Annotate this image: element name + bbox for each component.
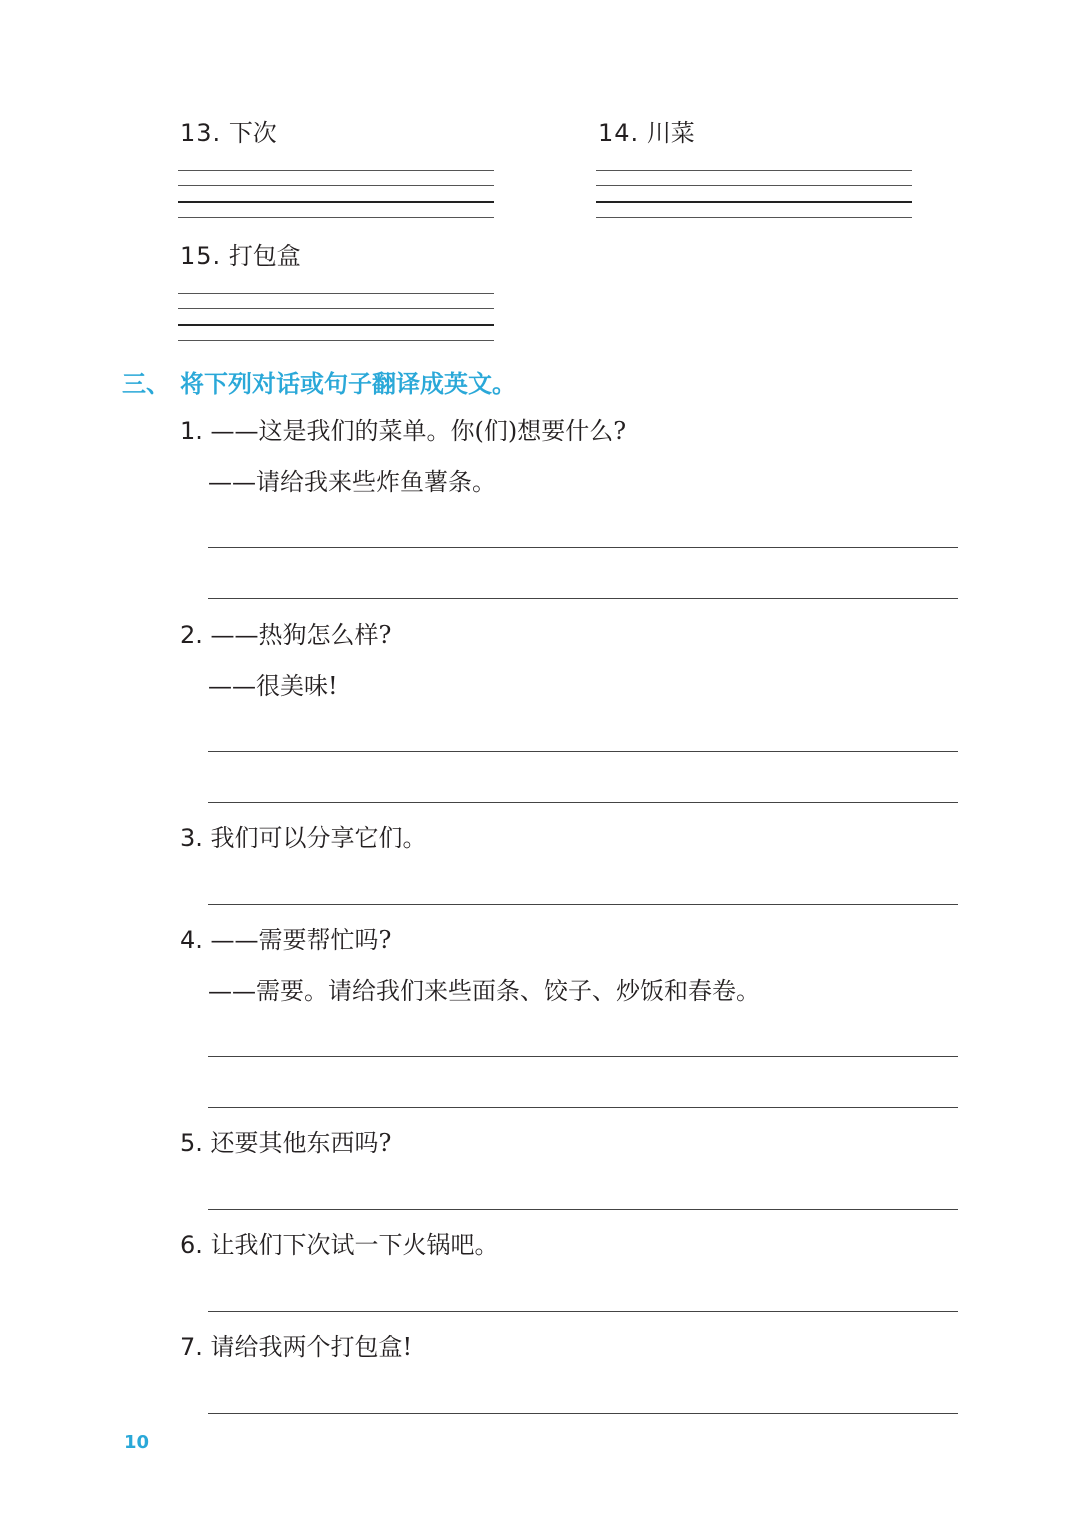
question-2-line-1 xyxy=(180,620,391,650)
section-mark: 三、 xyxy=(122,370,170,398)
question-2-line-2: ——很美味! xyxy=(208,672,338,700)
question-number: 5. xyxy=(180,1129,203,1157)
vocab-item-13 xyxy=(180,118,277,148)
question-5 xyxy=(180,1128,391,1158)
page-number: 10 xyxy=(124,1432,150,1453)
answer-line[interactable] xyxy=(208,1107,958,1108)
writing-lines-15[interactable] xyxy=(178,293,494,343)
question-text: 让我们下次试一下火锅吧。 xyxy=(210,1231,499,1259)
vocab-word: 打包盒 xyxy=(228,242,301,270)
question-text: 我们可以分享它们。 xyxy=(210,824,427,852)
question-3 xyxy=(180,823,427,853)
answer-line[interactable] xyxy=(208,802,958,803)
question-number: 2. xyxy=(180,621,203,649)
question-4-line-2: ——需要。请给我们来些面条、饺子、炒饭和春卷。 xyxy=(208,977,760,1005)
question-number: 1. xyxy=(180,417,203,445)
answer-line[interactable] xyxy=(208,1209,958,1210)
writing-lines-14[interactable] xyxy=(596,170,912,220)
question-text: ——热狗怎么样? xyxy=(210,621,392,649)
question-1-line-2: ——请给我来些炸鱼薯条。 xyxy=(208,468,496,496)
writing-lines-13[interactable] xyxy=(178,170,494,220)
vocab-number: 14. xyxy=(598,119,640,147)
answer-line[interactable] xyxy=(208,547,958,548)
section-heading xyxy=(122,364,516,399)
question-text: 还要其他东西吗? xyxy=(210,1129,392,1157)
answer-line[interactable] xyxy=(208,904,958,905)
answer-line[interactable] xyxy=(208,1056,958,1057)
question-number: 3. xyxy=(180,824,203,852)
answer-line[interactable] xyxy=(208,1413,958,1414)
question-text: ——需要帮忙吗? xyxy=(210,926,392,954)
question-6 xyxy=(180,1230,499,1260)
question-1-line-1 xyxy=(180,416,626,446)
vocab-number: 15. xyxy=(180,242,222,270)
answer-line[interactable] xyxy=(208,598,958,599)
vocab-word: 下次 xyxy=(228,119,277,147)
question-4-line-1 xyxy=(180,925,391,955)
answer-line[interactable] xyxy=(208,1311,958,1312)
question-7 xyxy=(180,1332,412,1362)
question-number: 6. xyxy=(180,1231,203,1259)
question-text: 请给我两个打包盒! xyxy=(210,1333,413,1361)
vocab-word: 川菜 xyxy=(646,119,695,147)
question-text: ——这是我们的菜单。你(们)想要什么? xyxy=(210,417,627,445)
question-number: 7. xyxy=(180,1333,203,1361)
section-title-text: 将下列对话或句子翻译成英文。 xyxy=(180,370,516,398)
vocab-item-14 xyxy=(598,118,695,148)
vocab-item-15 xyxy=(180,241,301,271)
question-number: 4. xyxy=(180,926,203,954)
vocab-number: 13. xyxy=(180,119,222,147)
answer-line[interactable] xyxy=(208,751,958,752)
